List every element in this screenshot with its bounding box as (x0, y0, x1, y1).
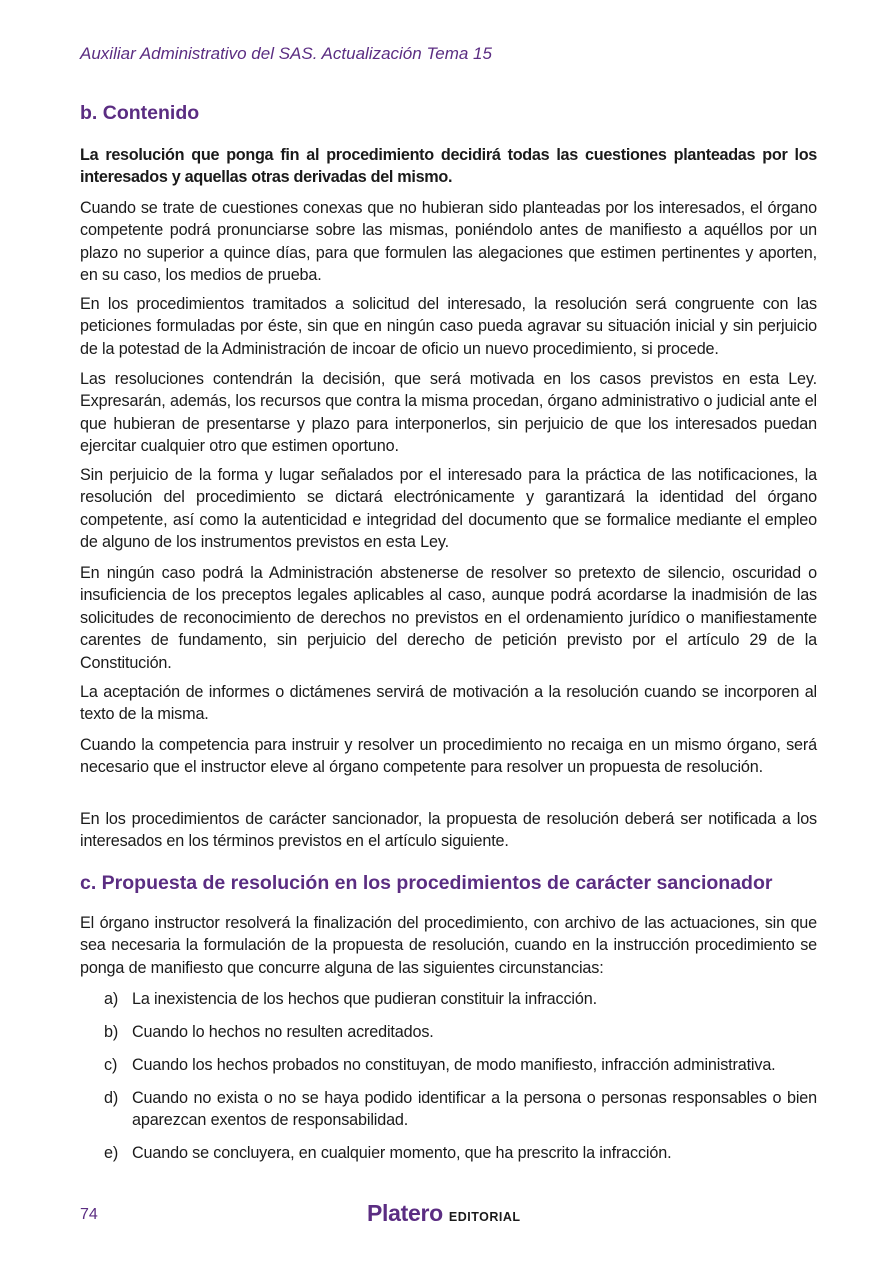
paragraph-2: En los procedimientos tramitados a solicitud del interesado, la resolución será congruente con las peticiones formuladas por éste, sin que en ningún caso pueda agravar su situación inicial y sin perjuicio de la potestad de la Administración de incoar de oficio un nuevo procedimiento, si procede. (80, 295, 817, 358)
list-label: d) (104, 1089, 119, 1107)
list-text: Cuando los hechos probados no constituyan, de modo manifiesto, infracción administrativa. (132, 1056, 776, 1074)
list-label: a) (104, 990, 119, 1008)
paragraph-4: Sin perjuicio de la forma y lugar señalados por el interesado para la práctica de las notificaciones, la resolución del procedimiento se dictará electrónicamente y garantizará la identidad del órgano competente, así como la autenticidad e integridad del documento que se formalice mediante el empleo de alguno de los instrumentos previstos en esta Ley. (80, 466, 817, 552)
brand-name: Platero (367, 1200, 443, 1226)
list-text: Cuando no exista o no se haya podido identificar a la persona o personas responsables o bien aparezcan exentos de responsabilidad. (132, 1089, 817, 1130)
paragraph-6: La aceptación de informes o dictámenes servirá de motivación a la resolución cuando se incorporen al texto de la misma. (80, 683, 817, 724)
brand-sub: EDITORIAL (448, 1210, 521, 1224)
lead-paragraph: La resolución que ponga fin al procedimiento decidirá todas las cuestiones planteadas por los interesados y aquellas otras derivadas del mismo. (80, 146, 817, 187)
list-label: e) (104, 1144, 119, 1162)
list-text: Cuando lo hechos no resulten acreditados. (132, 1023, 434, 1041)
paragraph-8: En los procedimientos de carácter sancionador, la propuesta de resolución deberá ser notificada a los interesados en los términos previstos en el artículo siguiente. (80, 810, 817, 851)
list-label: b) (104, 1023, 119, 1041)
list-label: c) (104, 1056, 118, 1074)
section-title-contenido: b. Contenido (80, 102, 200, 124)
paragraph-5: En ningún caso podrá la Administración abstenerse de resolver so pretexto de silencio, oscuridad o insuficiencia de los preceptos legales aplicables al caso, aunque podrá acordarse la inadmisión de las solicitudes de reconocimiento de derechos no previstos en el ordenamiento jurídico o manifiestamente carentes de fundamento, sin perjuicio del derecho de petición previsto por el artículo 29 de la Constitución. (80, 564, 817, 672)
list-text: La inexistencia de los hechos que pudieran constituir la infracción. (132, 990, 597, 1008)
section-title-propuesta: c. Propuesta de resolución en los procedimientos de carácter sancionador (80, 872, 773, 894)
intro-paragraph: El órgano instructor resolverá la finalización del procedimiento, con archivo de las actuaciones, sin que sea necesaria la formulación de la propuesta de resolución, cuando en la instrucción procedimiento se ponga de manifiesto que concurre alguna de las siguientes circunstancias: (80, 914, 817, 977)
paragraph-3: Las resoluciones contendrán la decisión, que será motivada en los casos previstos en esta Ley. Expresarán, además, los recursos que contra la misma procedan, órgano administrativo o judicial ante el que hubieran de presentarse y plazo para interponerlos, sin perjuicio de que los interesados puedan ejercitar cualquier otro que estimen oportuno. (80, 370, 817, 456)
running-header: Auxiliar Administrativo del SAS. Actualización Tema 15 (80, 44, 492, 63)
publisher-logo (367, 1200, 521, 1227)
paragraph-1: Cuando se trate de cuestiones conexas que no hubieran sido planteadas por los interesados, el órgano competente podrá pronunciarse sobre las mismas, poniéndolo antes de manifiesto a aquéllos por un plazo no superior a quince días, para que formulen las alegaciones que estimen pertinentes y aporten, en su caso, los medios de prueba. (80, 199, 817, 285)
list-text: Cuando se concluyera, en cualquier momento, que ha prescrito la infracción. (132, 1144, 672, 1162)
page-number: 74 (80, 1206, 98, 1223)
paragraph-7: Cuando la competencia para instruir y resolver un procedimiento no recaiga en un mismo órgano, será necesario que el instructor eleve al órgano competente para resolver un propuesta de resolución. (80, 736, 817, 777)
